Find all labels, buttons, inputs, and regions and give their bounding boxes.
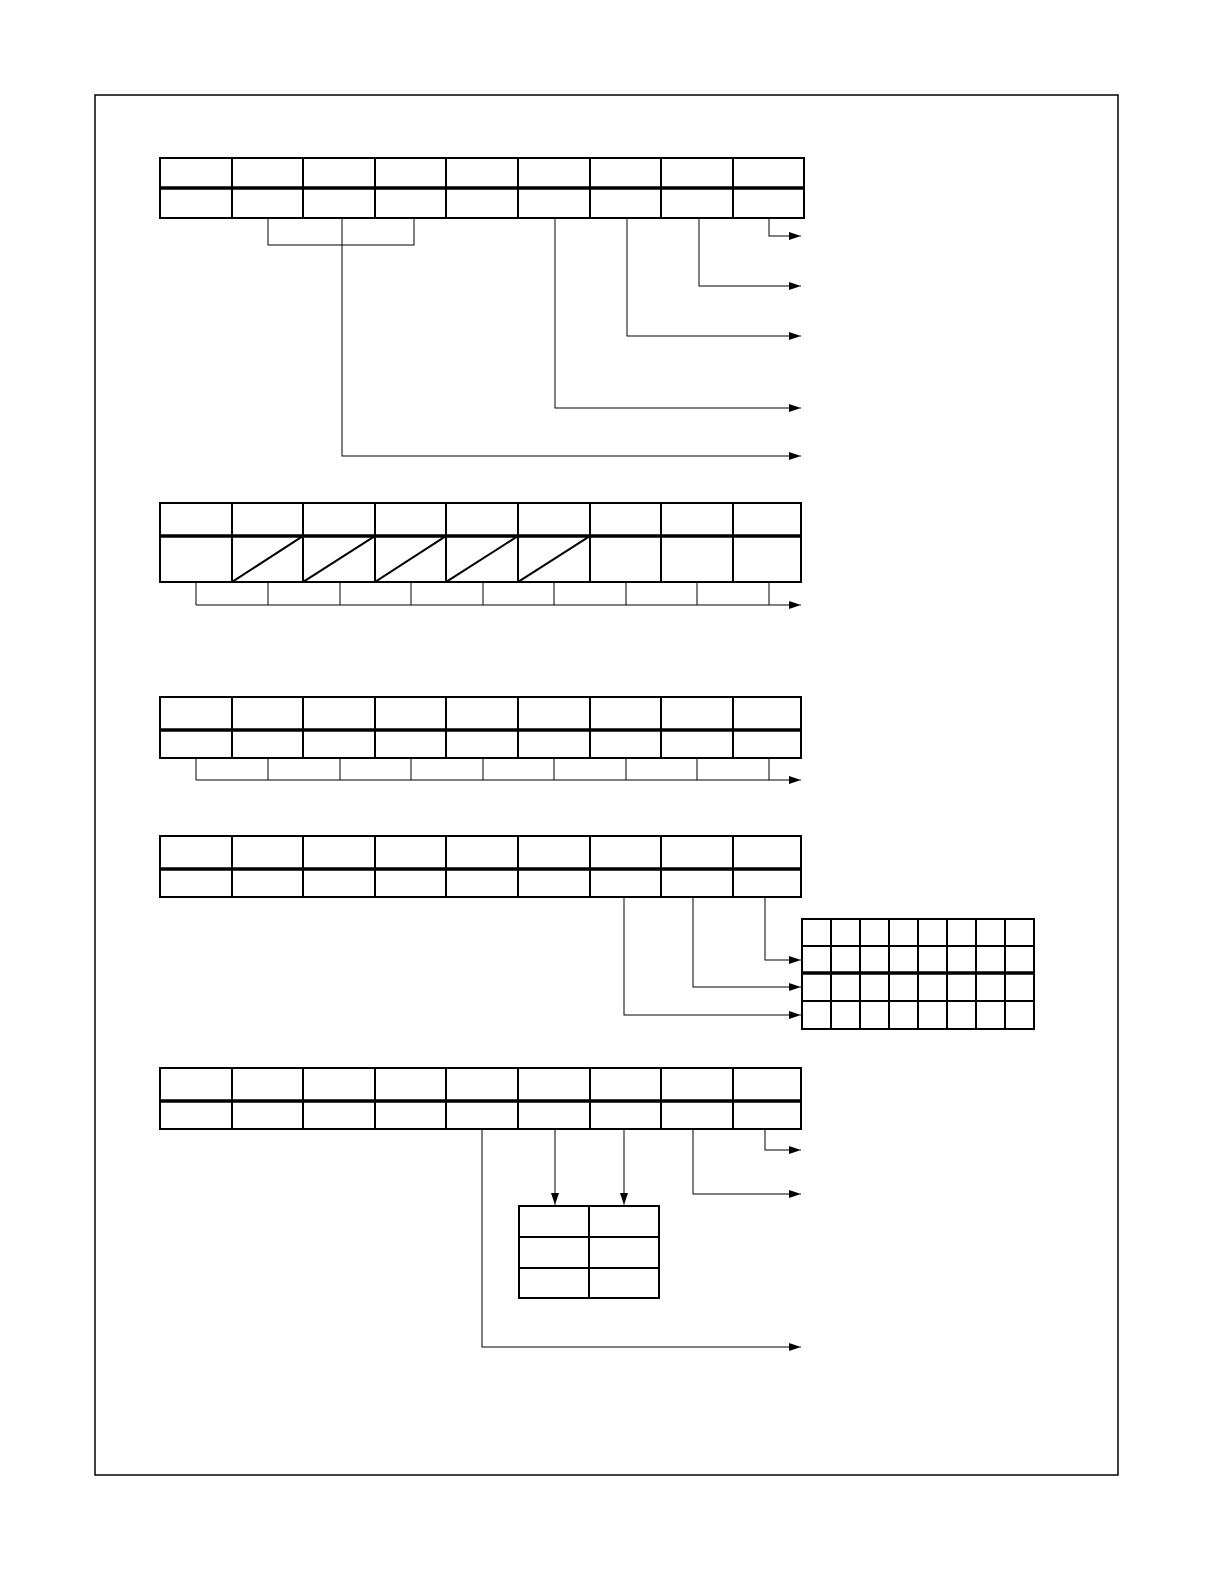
- register-4-cell-separators: [232, 836, 733, 897]
- register-2-cell-separators: [232, 503, 733, 582]
- register-4-outline: [160, 836, 801, 897]
- register-1-output-arrow-1: [769, 218, 801, 236]
- register-5-output-table: [519, 1206, 659, 1298]
- register-1-output-arrow-2: [699, 218, 801, 286]
- register-4-output-arrow-1: [765, 897, 801, 960]
- register-2-outline: [160, 503, 801, 582]
- diagonal-cell-4: [446, 536, 518, 582]
- diagonal-cell-5: [518, 536, 590, 582]
- register-1-output-arrow-5: [342, 218, 801, 456]
- register-4: [160, 836, 1034, 1029]
- register-5-outline: [160, 1068, 801, 1129]
- register-4-output-arrow-2: [693, 897, 801, 987]
- register-5-output-arrow-2: [693, 1129, 801, 1194]
- register-5-cell-separators: [232, 1068, 733, 1129]
- register-3: [160, 697, 801, 780]
- register-4-output-arrow-3: [624, 897, 801, 1015]
- register-5: [160, 1068, 801, 1347]
- register-1: [160, 158, 804, 456]
- register-5-output-arrow-1: [765, 1129, 801, 1150]
- register-3-cell-separators: [232, 697, 733, 758]
- register-1-output-arrow-4: [555, 218, 801, 408]
- diagonal-cell-1: [232, 536, 303, 582]
- diagonal-cell-3: [375, 536, 446, 582]
- register-1-group-bracket: [268, 218, 414, 245]
- register-2-bus-bar: [196, 582, 769, 605]
- diagonal-cell-2: [303, 536, 375, 582]
- register-3-bus-bar: [196, 758, 769, 780]
- register-4-output-grid: [802, 919, 1034, 1029]
- register-3-outline: [160, 697, 801, 758]
- register-2: [160, 503, 801, 605]
- register-2-diagonal-cells: [232, 536, 590, 582]
